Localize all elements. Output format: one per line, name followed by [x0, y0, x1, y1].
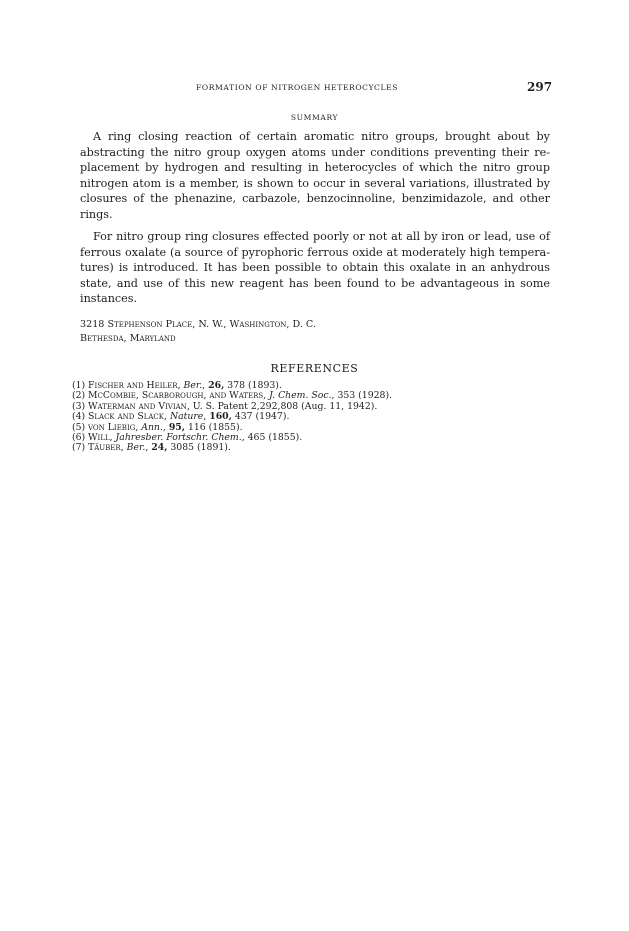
summary-line: placement by hydrogen and resulting in heterocycles of which the nitro group [80, 161, 550, 174]
summary-line: abstracting the nitro group oxygen atoms under conditions preventing their re- [80, 145, 550, 159]
reference-sep: , [109, 432, 116, 444]
address-number: 3218 [80, 319, 105, 330]
reference-authors: Waterman and Vivian [88, 400, 187, 412]
reference-journal: Ber. [126, 442, 146, 454]
reference-journal: Jahresber. Fortschr. Chem. [115, 432, 242, 444]
reference-number: (4) [72, 411, 86, 423]
reference-volume: 95, [168, 421, 185, 433]
summary-line: state, and use of this new reagent has been found to be advantageous in some [80, 276, 550, 290]
address-line-1 [80, 318, 316, 332]
reference-sep: , [203, 411, 210, 423]
reference-sep: , [331, 390, 338, 402]
reference-number: (5) [72, 421, 86, 433]
reference-number: (2) [72, 390, 86, 402]
address-tail: , D. C. [286, 319, 316, 330]
reference-detail: 3085 (1891). [167, 442, 231, 454]
reference-journal: Nature [169, 411, 204, 423]
reference-authors: von Liebig [88, 421, 136, 433]
reference-authors: McCombie, Scarborough, and Waters [88, 390, 264, 402]
reference-journal: Ber. [183, 380, 203, 391]
reference-authors: Fischer and Heiler [88, 380, 178, 391]
reference-sep: , [177, 380, 184, 391]
summary-line: closures of the phenazine, carbazole, benzocinnoline, benzimidazole, and other [80, 192, 550, 205]
address-line-2 [80, 332, 316, 346]
summary-paragraph-2 [80, 229, 550, 307]
reference-sep: , [202, 380, 209, 391]
address-place: Bethesda [80, 333, 124, 344]
reference-detail: 465 (1855). [247, 432, 303, 444]
address-state: Maryland [129, 333, 176, 344]
reference-number: (6) [72, 432, 86, 444]
reference-sep: , [186, 400, 193, 412]
references-heading: REFERENCES [270, 362, 359, 375]
references-list [72, 381, 392, 454]
summary-line: instances. [80, 292, 138, 305]
reference-number: (7) [72, 442, 86, 454]
reference-volume: 26, [208, 380, 225, 391]
reference-sep: , [135, 421, 142, 433]
reference-detail: 353 (1928). [337, 390, 393, 402]
summary-line: For nitro group ring closures effected poorly or not at all by iron or lead, use of [93, 230, 550, 243]
reference-sep: , [120, 442, 127, 454]
reference-sep: , [145, 442, 152, 454]
address-sep: , [123, 333, 130, 344]
reference-detail: U. S. Patent 2,292,808 (Aug. 11, 1942). [192, 400, 378, 412]
reference-volume: 24, [151, 442, 168, 454]
reference-sep: , [164, 411, 170, 423]
address-street: Stephenson Place [107, 319, 193, 330]
summary-line: rings. [80, 207, 113, 221]
running-title: FORMATION OF NITROGEN HETEROCYCLES [196, 83, 399, 92]
reference-authors: Slack and Slack [88, 411, 165, 423]
summary-paragraph-1 [80, 129, 550, 222]
address-city: Washington [229, 319, 287, 330]
reference-journal: J. Chem. Soc. [269, 390, 332, 402]
running-head [0, 80, 629, 96]
reference-detail: 378 (1893). [224, 380, 282, 391]
reference-item [72, 443, 392, 453]
reference-sep: , [241, 432, 248, 444]
reference-number: (3) [72, 400, 86, 412]
reference-detail: 116 (1855). [185, 421, 243, 433]
reference-detail: 437 (1947). [231, 411, 290, 423]
summary-line: A ring closing reaction of certain aromatic nitro groups, brought about by [93, 130, 550, 143]
reference-number: (1) [72, 380, 86, 391]
summary-line: nitrogen atom is a member, is shown to occur in several variations, illustrated by [80, 176, 550, 190]
reference-volume: 160, [209, 411, 232, 423]
summary-line: ferrous oxalate (a source of pyrophoric ferrous oxide at moderately high tempera- [80, 245, 550, 259]
address-rest: , N. W., [192, 319, 230, 330]
reference-sep: , [162, 421, 169, 433]
page-number: 297 [527, 80, 553, 94]
reference-authors: Will [88, 432, 110, 444]
reference-authors: Täuber [88, 442, 121, 454]
author-address [80, 318, 316, 346]
reference-journal: Ann. [141, 421, 163, 433]
reference-sep: , [263, 390, 270, 402]
summary-line: tures) is introduced. It has been possible to obtain this oxalate in an anhydrous [80, 261, 550, 274]
summary-heading: SUMMARY [290, 113, 339, 122]
